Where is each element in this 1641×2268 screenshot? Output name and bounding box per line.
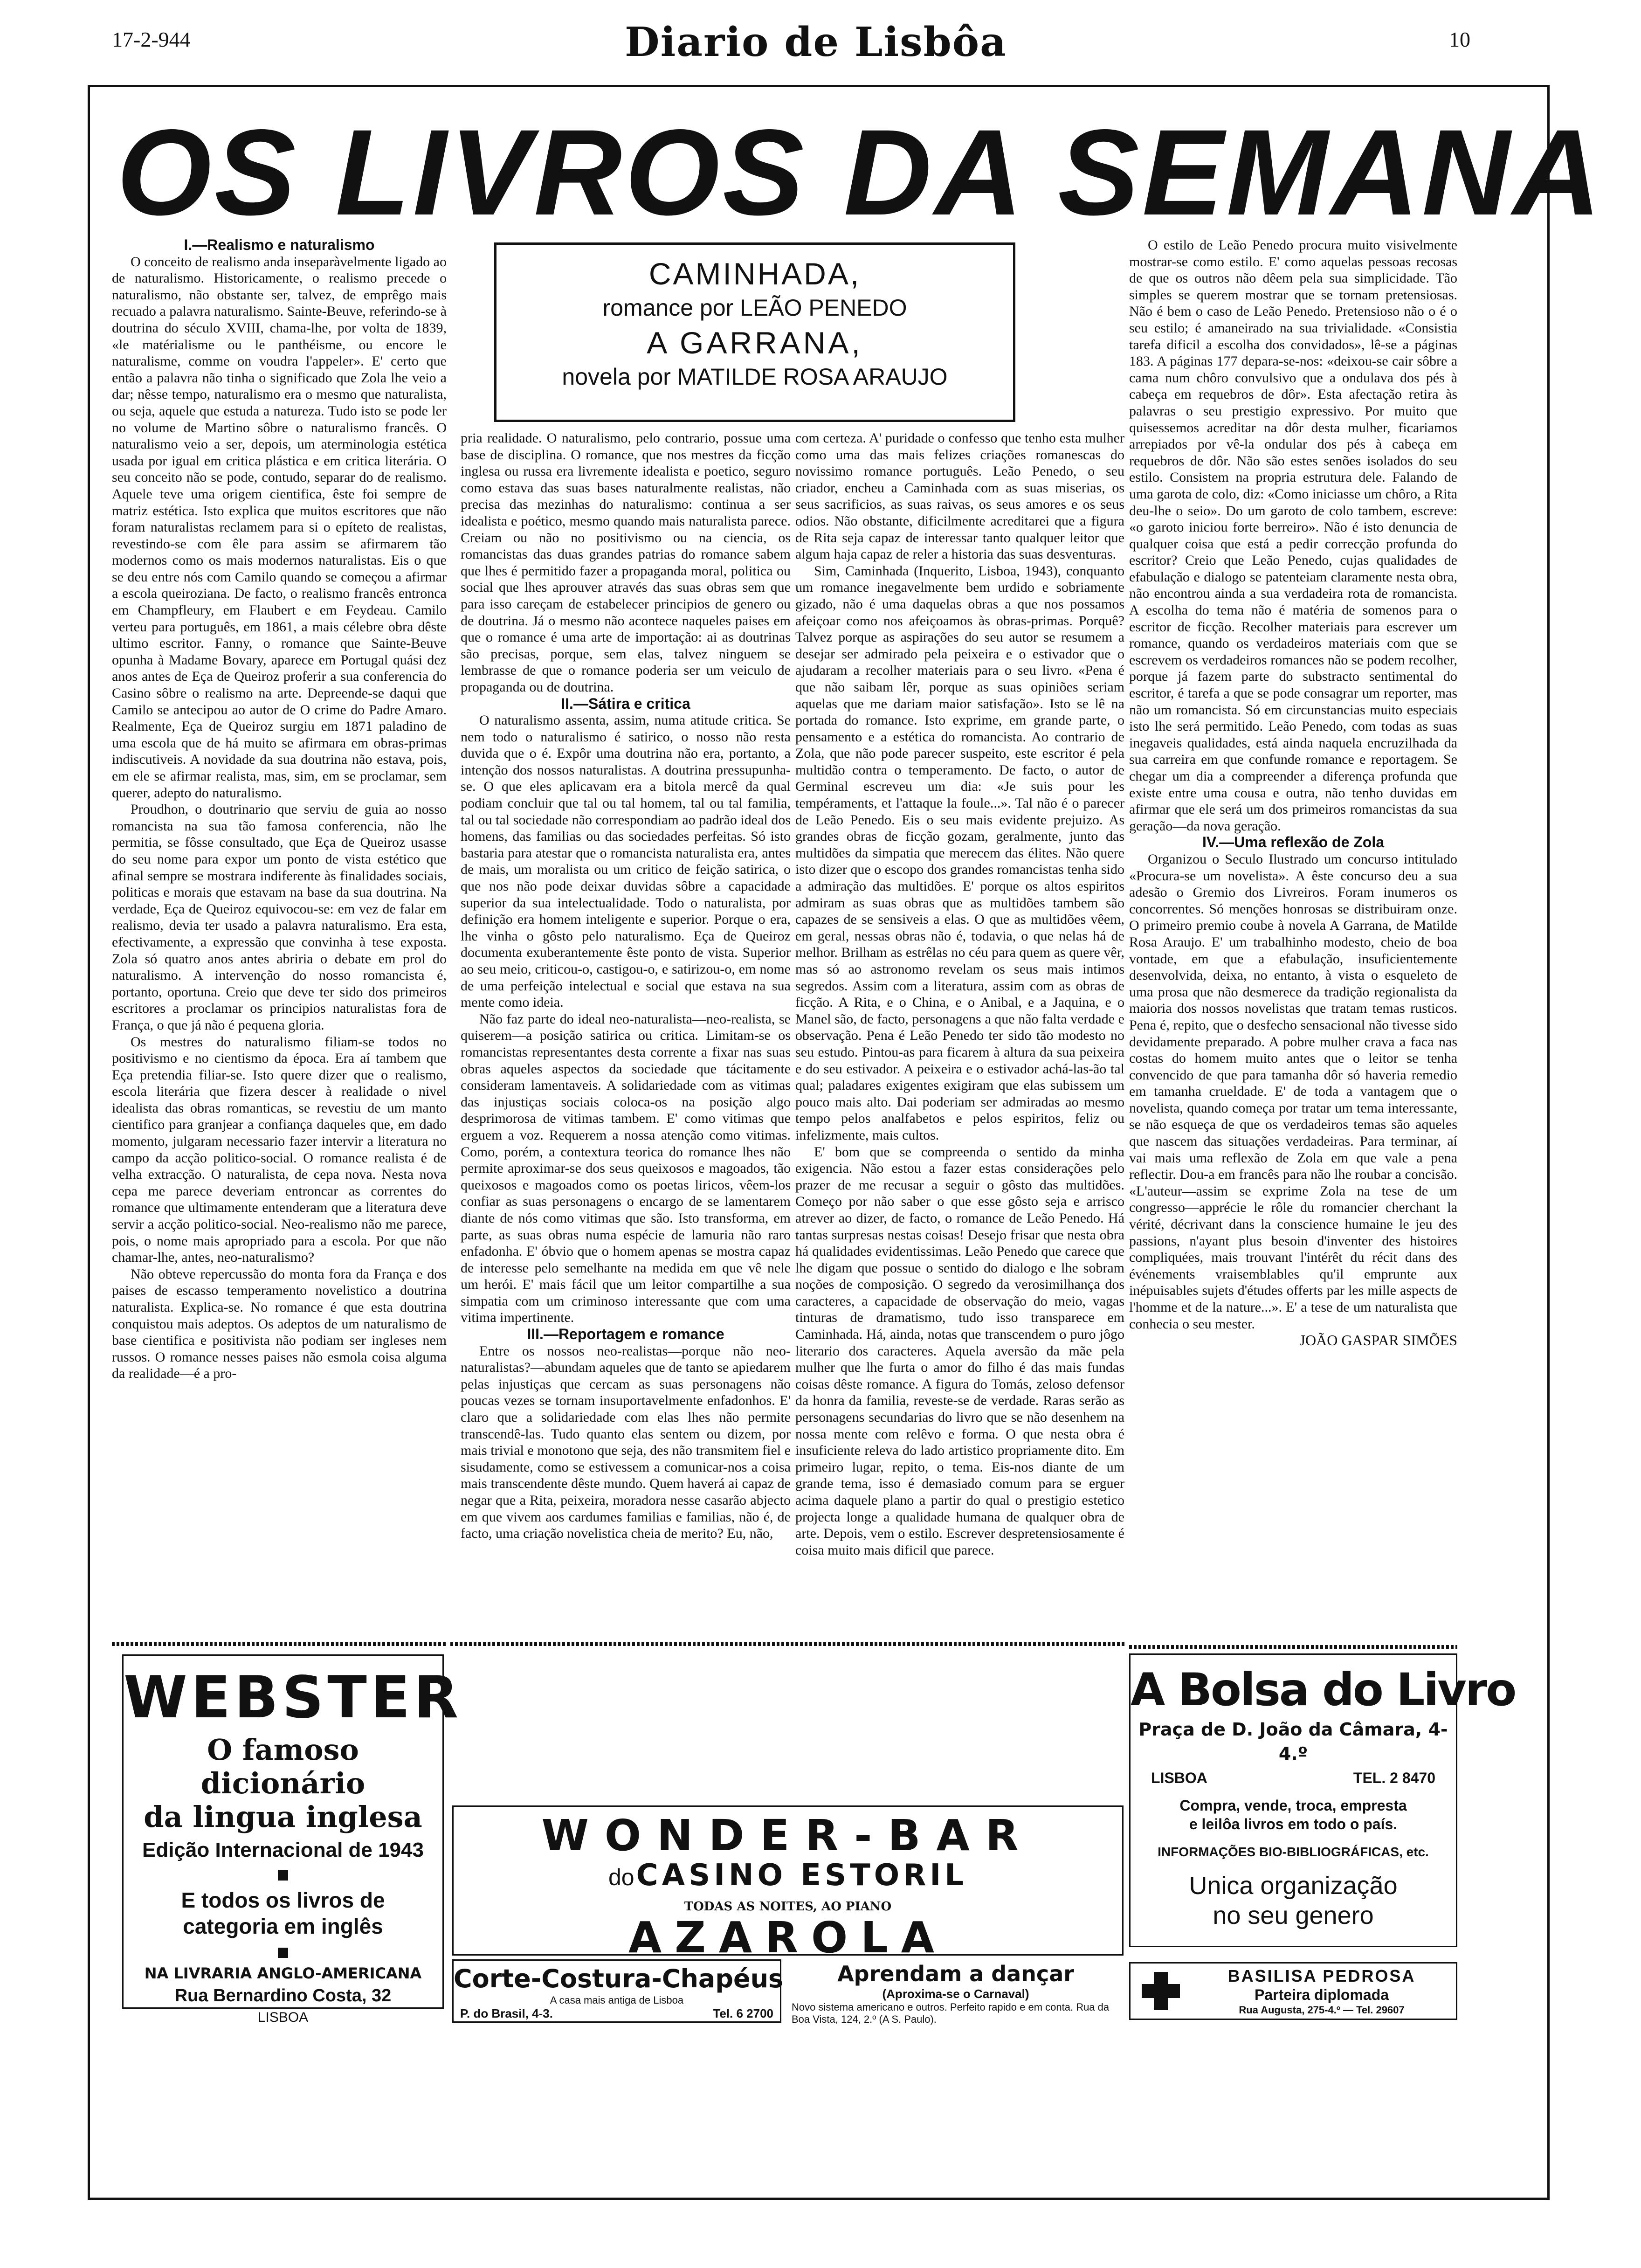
ad-bolsa-city: LISBOA: [1151, 1770, 1207, 1786]
ad-corte-title: Corte-Costura-Chapéus: [454, 1964, 784, 1993]
ad-wonder-nightly: TODAS AS NOITES, AO PIANO: [684, 1900, 892, 1914]
paragraph: Os mestres do naturalismo filiam-se todos no positivismo e no cientismo da época. Era aí tambem que Eça pretendia filiar-se. Isto quere dizer que o realismo, escola literária que fizera descer à realidade o nivel idealista das obras romanticas, se revestiu de um manto cientifico para granjear a confiança daqueles que, em dado momento, julgaram necessario fazer intervir a literatura no campo da acção politico-social. O romance realista é de velha extracção. O naturalista, de cepa nova. Nesta nova cepa me parece deveriam entroncar as correntes do romance que ultimamente entenderam que a literatura deve servir a acção politico-social. Neo-realismo não me parece, pois, o nome mais apropriado para a escola. Por que não chamar-lhe, antes, neo-naturalismo?: [112, 1034, 447, 1265]
paragraph: Organizou o Seculo Ilustrado um concurso intitulado «Procura-se um novelista». A êste concurso deu a sua adesão o Gremio dos Livreiros. Foram inumeros os concorrentes. Só menções honrosas se distribuiram onze. O primeiro premio coube à novela A Garrana, de Matilde Rosa Araujo. E' um trabalhinho modesto, cheio de boa vontade, em que a efabulação, insuficientemente desenvolvida, deixa, no entanto, à vista o esqueleto de uma prosa que não desmerece da tradição regionalista da maioria dos nossos novelistas que tratam temas rusticos. Pena é, repito, que o desfecho sensacional não tivesse sido devidamente preparado. A pobre mulher crava a faca nas costas do homem muito antes que o leitor se tenha convencido de que para tamanha dôr só haveria remedio em tamanha crueldade. E' de toda a vantagem que o novelista, quando começa por tratar um tema interessante, se não esqueça de que os verdadeiros temas são aqueles que nascem das situações verdadeiras. Para terminar, aí vai mais uma reflexão de Zola em que vale a pena reflectir. Dou-a em francês para não lhe roubar a concisão. «L'auteur—assim se exprime Zola na tese de um congresso—apprécie le rôle du romancier cherchant la vérité, décrivant dans la conscience humaine le jeu des passions, n'ayant plus besoin d'inventer des histoires compliquées, mais trouvant l'intérêt du récit dans des événements vraisemblables qu'il emprunte aux inépuisables sujets d'études offerts par les mille aspects de l'homme et de la nature...». E' a tese de um naturalista que conhecia o seu mester.: [1129, 851, 1457, 1332]
ad-webster-line4: E todos os livros de: [181, 1888, 385, 1912]
newspaper-name: Diario de Lisbôa: [625, 19, 1007, 66]
book-author-1: romance por LEÃO PENEDO: [602, 295, 907, 321]
ad-danca: [788, 1961, 1124, 2025]
article-column-4: [1129, 237, 1457, 1626]
ad-bolsa-line7: Unica organização: [1189, 1872, 1398, 1900]
ad-bolsa-do-livro: [1129, 1653, 1516, 1947]
article-column-3: [795, 430, 1124, 1644]
ad-danca-details: Novo sistema americano e outros. Perfeito rapido e em conta. Rua da Boa Vista, 124, 2.º (A S. Paulo).: [792, 2001, 1110, 2025]
divider: [112, 1642, 447, 1646]
ad-bolsa-phone: TEL. 2 8470: [1353, 1770, 1435, 1786]
ad-wonder-casino: CASINO ESTORIL: [636, 1858, 968, 1893]
ad-bolsa-line5: e leilôa livros em todo o país.: [1189, 1816, 1398, 1832]
section-title-2: II.—Sátira e critica: [561, 695, 690, 712]
book-title-2: A GARRANA,: [647, 325, 863, 360]
ad-wonder-bar: [452, 1805, 1124, 1963]
books-box: [494, 242, 1015, 422]
ad-webster-line2: da lingua inglesa: [144, 1800, 422, 1834]
article-column-1: [112, 237, 447, 1622]
article-column-2: [461, 430, 791, 1644]
paragraph: E' bom que se compreenda o sentido da minha exigencia. Não estou a fazer estas considerações pelo prazer de me recusar a seguir o gôsto das multidões. Começo por não saber o que esse gôsto seja e arrisco atrever ao dizer, de facto, o romance de Leão Penedo. Há tantas surpresas nestas coisas! Desejo frisar que nesta obra há qualidades evidentissimas. Leão Penedo que carece que lhe digam que possue o sentido do dialogo e lhe sobram noções de composição. O segredo da verosimilhança dos caracteres, a capacidade de observação do meio, vagas tinturas de dramatismo, tudo isso transparece em Caminhada. Há, ainda, notas que transcendem o puro jôgo literario dos caracteres. Aquela aversão da mãe pela mulher que lhe furta o amor do filho é das mais fundas coisas dêste romance. A figura do Tomás, zeloso defensor da honra da familia, reveste-se de verdade. Raras serão as personagens secundarias do livro que se não desenhem na nossa mente com relêvo e forma. O que nesta obra é insuficiente releva do lado artistico propriamente dito. Em primeiro lugar, repito, o tema. Eis-nos diante de um grande tema, isso é demasiado comum para se erguer acima daquele plano a partir do qual o prestigio estetico projecta longe a qualidade humana de qualquer obra de arte. Depois, vem o estilo. Escrever despretensiosamente é coisa muito mais dificil que parece.: [795, 1144, 1124, 1558]
ad-bolsa-address: Praça de D. João da Câmara, 4-4.º: [1138, 1719, 1448, 1764]
paragraph: Proudhon, o doutrinario que serviu de guia ao nosso romancista na sua tão famosa conferencia, não lhe permitia, se fôsse consultado, que Eça de Queiroz usasse do seu nome para expor um ponto de vista estético que afinal sempre se mostrara indiferente às finalidades sociais, politicas e morais que estavam na base da sua doutrina. Na verdade, Eça de Queiroz equivocou-se: em vez de falar em realismo, devia ter usado a palavra naturalismo. Era esta, efectivamente, a expressão que convinha à tese exposta. Zola só quatro anos antes abriria o debate em prol do naturalismo. A intervenção do nosso romancista é, portanto, oportuna. Creio que deve ter sido dos primeiros escritores a proclamar os principios naturalistas fora de França, o que já não é pequena gloria.: [112, 802, 447, 1033]
section-title-3: III.—Reportagem e romance: [527, 1326, 724, 1343]
ad-corte-phone: Tel. 6 2700: [713, 2006, 773, 2020]
paragraph: Não faz parte do ideal neo-naturalista—neo-realista, se quiserem—a posição satirica ou critica. Limitam-se os romancistas representantes desta corrente a fixar nas suas obras aqueles aspectos da sociedade que tácitamente consideram lamentaveis. A solidariedade com as vitimas das injustiças sociais coloca-os na posição algo desprimorosa de vitimas tambem. E' como vitimas que erguem a voz. Requerem a nossa atenção como vitimas. Como, porém, a contextura teorica do romance lhes não permite aproximar-se dos seus queixosos e magoados, tão queixosos e magoados como os poetas liricos, vêem-los confiar as suas personagens o encargo de se lamentarem diante de nós como vitimas que são. Isto transforma, em parte, as suas obras numa espécie de lamuria não raro enfadonha. E' óbvio que o homem apenas se mostra capaz de interesse pelo semelhante na medida em que vê nele um herói. E' mais fácil que um leitor compartilhe a sua simpatia com um criminoso interessante que com uma vitima impertinente.: [461, 1011, 791, 1326]
ad-bolsa-line8: no seu genero: [1213, 1902, 1374, 1929]
ad-webster-line1: O famoso dicionário: [200, 1733, 365, 1800]
ad-basilisa-address: Rua Augusta, 275-4.º — Tel. 29607: [1239, 2004, 1405, 2016]
section-title-4: IV.—Uma reflexão de Zola: [1202, 834, 1385, 851]
paragraph: Sim, Caminhada (Inquerito, Lisboa, 1943), conquanto um romance inegavelmente bem urdido e sobriamente gizado, não é uma daquelas obras a que nos possamos afeiçoar como nos afeiçoamos às obras-primas. Porquê? Talvez porque as aspirações do seu autor se resumem a desejar ser admirado pela peixeira e o estivador que o ajudaram a recolher materiais para o seu livro. «Pena é que não saibam lêr, porque as suas opiniões seriam aquelas que me dariam maior satisfação». Isto se lê na portada do romance. Isto exprime, em grande parte, o pensamento e a estética do romancista. Ao contrario de Zola, que não pode parecer suspeito, este escritor é pela multidão contra o temperamento. De facto, o autor de Germinal escreveu um dia: «Je suis pour les tempéraments, et l'attaque la foule...». Tal não é o parecer de Leão Penedo. Eis o seu mais evidente prejuizo. As grandes obras de ficção gozam, geralmente, junto das multidões da simpatia que merecem das élites. Não quere isto dizer que o escopo dos grandes romancistas tenha sido a admiração das multidões. E' porque os altos espiritos admiram as suas obras que as multidões tambem são capazes de se sensiveis a elas. O que as multidões vêem, em geral, nessas obras não é, todavia, o que nelas há de melhor. Brilham as estrêlas no céu para quem as quere vêr, mas só ao astronomo revelam os seus mais intimos segredos. Assim com a literatura, assim com as obras de ficção. A Rita, e o China, e o Anibal, e a Jaquina, e o Manel são, de facto, personagens a que não falta verdade e observação. Pena é Leão Penedo ter sido tão modesto no seu estudo. Pintou-as para ficarem à altura da sua peixeira e do seu estivador. A peixeira e o estivador achá-las-ão tal qual; paladares exigentes exigiram que elas subissem um pouco mais alto. Dai poderiam ser admiradas ao mesmo tempo pelos analfabetos e pelos espiritos, feliz ou infelizmente, mais cultos.: [795, 563, 1124, 1143]
ad-danca-title: Aprendam a dançar: [837, 1961, 1074, 1986]
ad-wonder-artist: AZAROLA: [628, 1913, 947, 1963]
paragraph: O estilo de Leão Penedo procura muito visivelmente mostrar-se como estilo. E' como aquelas pessoas recosas de que os outros não dêem pela sua simplicidade. Tão simples se querem mostrar que se tornam pretensiosas. Não é bem o caso de Leão Penedo. Pretensioso não o é o seu estilo; é amaneirado na sua trivialidade. «Consistia tarefa dificil a escolha dos convidados», lê-se a páginas 183. A páginas 177 depara-se-nos: «deixou-se cair sôbre a cama num chôro convulsivo que a ondulava dos pés à cabeça em requebros de dôr». Esta afectação retira às palavras o seu prestigio expressivo. Por muito que quisessemos acreditar na dôr desta mulher, ficariamos arrepiados por vê-la ondular dos pés à cabeça em requebros de dôr. Não são estes senões isolados do seu estilo. Consistem na propria estrutura dele. Falando de uma garota de colo, diz: «Como iniciasse um chôro, a Rita deu-lhe o seio». Do um garoto de colo tambem, escreve: «o garoto iniciou forte berreiro». Não é isto denuncia de qualquer coisa que está a pedir correcção profunda do escritor? Creio que Leão Penedo, cujas qualidades de efabulação e dialogo se patenteiam claramente nesta obra, não encontrou ainda a sua verdadeira rota de romancista. A escolha do tema não é matéria de somenos para o escritor de ficção. Recolher materiais para escrever um romance, quando os verdadeiros materiais com que se escrevem os verdadeiros romances não se podem recolher, porque já fazem parte do substracto sentimental do escritor, é tarefa a que se pode consagrar um reporter, mas não um romancista. Só em circunstancias muito especiais isto lhe será permitido. Leão Penedo, com todas as suas inegaveis qualidades, está ainda naquela encruzilhada da sua carreira em que confunde romance e reportagem. Se chegar um dia a compreender a diferença profunda que existe entre uma cousa e outra, não tenho duvidas em afirmar que ele será um dos primeiros romancistas da sua geração—da nova geração.: [1129, 237, 1457, 834]
bullet-square: [278, 1948, 288, 1958]
page-number: 10: [1449, 28, 1470, 51]
section-title-1: I.—Realismo e naturalismo: [184, 237, 375, 253]
book-author-2: novela por MATILDE ROSA ARAUJO: [562, 364, 948, 390]
paragraph: com certeza. A' puridade o confesso que tenho esta mulher como uma das mais felizes criações romanescas do novissimo romance português. Leão Penedo, o seu criador, encheu a Caminhada com as suas miserias, os seus sacrificios, as suas raivas, os seus amores e os seus odios. Não obstante, dificilmente acreditarei que a figura de Rita seja capaz de interessar tanto qualquer leitor que algum haja capaz de reler a historia das suas desventuras.: [795, 430, 1124, 562]
ad-basilisa: [1129, 1962, 1457, 2020]
paragraph: pria realidade. O naturalismo, pelo contrario, possue uma base de disciplina. O romance, que nos mestres da ficção inglesa ou russa era livremente idealista e poetico, seguro como estava das suas bases naturalmente realistas, não precisa das mezinhas do naturalismo: continua a ser idealista e poético, mesmo quando mais naturalista parece. Creiam ou não no positivismo ou na ciencia, os romancistas das duas grandes patrias do romance sabem que lhes é permitido fazer a propaganda moral, politica ou social que lhes aprouver através das suas obras sem que para isso careçam de estabelecer principios de genero ou de doutrina. Já o mesmo não acontece naqueles paises em que o romance é uma arte de importação: ai as doutrinas são precisas, porque, sem elas, talvez ninguem se lembrasse de que o romance poderia ser um veiculo de propaganda ou de doutrina.: [461, 430, 791, 695]
divider: [1129, 1645, 1457, 1649]
ad-corte-costura: [452, 1959, 784, 2023]
book-title-1: CAMINHADA,: [648, 256, 861, 291]
bullet-square: [278, 1870, 288, 1881]
ad-corte-tagline: A casa mais antiga de Lisboa: [550, 1994, 684, 2006]
ad-webster-line5: categoria em inglês: [183, 1914, 383, 1938]
ad-basilisa-title: Parteira diplomada: [1254, 1986, 1389, 2003]
red-cross-icon: [1140, 1970, 1182, 2012]
ad-bolsa-info: INFORMAÇÕES BIO-BIBLIOGRÁFICAS, etc.: [1158, 1845, 1429, 1859]
paragraph: Entre os nossos neo-realistas—porque não neo-naturalistas?—abundam aqueles que de tanto se apiedarem pelas injustiças que cercam as suas personagens não poucas vezes se tornam insuportavelmente enfadonhos. E' claro que a solidariedade com elas lhes não permite transcendê-las. Tudo quanto elas sentem ou dizem, por mais trivial e monotono que seja, des não transmitem fiel e sisudamente, como se estivessem a comunicar-nos a coisa mais transcendente dêste mundo. Quem haverá ai capaz de negar que a Rita, peixeira, moradora nesse casarão abjecto em que vivem aos cardumes familias e familias, não é, de facto, uma criação novelistica cheia de merito? Eu, não,: [461, 1343, 791, 1542]
ad-wonder-title: WONDER-BAR: [541, 1811, 1034, 1860]
paragraph: O conceito de realismo anda inseparàvelmente ligado ao de naturalismo. Historicamente, o realismo precede o naturalismo, não obstante ser, talvez, de emprêgo mais recuado a palavra naturalismo. Sainte-Beuve, referindo-se à doutrina do século XVIII, chama-lhe, por volta de 1839, «le matérialisme ou le panthéisme, ou encore le naturalisme, comme on voudra l'appeler». E' certo que então a palavra não tinha o significado que Zola lhe veio a dar; nêsse tempo, naturalismo era o mesmo que naturalista, ou seja, aquele que estuda a natureza. Tudo isto se pode ler no volume de Martino sôbre o naturalismo francês. O naturalismo veio a ser, depois, um aterminologia estética usada por igual em critica plástica e em critica literária. O seu conceito não se pode, contudo, separar do de realismo. Aquele teve uma origem cientifica, êste foi sempre de matriz estética. Isto explica que muitos escritores que não foram naturalistas reclamem para si o epíteto de realistas, revestindo-se com êle para assim se afirmarem tão modernos como os mais modernos naturalistas. Eis o que se deu entre nós com Camilo quando se começou a afirmar a escola queiroziana. De facto, o realismo francês entronca em Champfleury, em Flaubert e em Feydeau. Camilo verteu para português, em 1861, a mais célebre obra dêste ultimo escritor. Fanny, o romance que Sainte-Beuve opunha à Madame Bovary, aparece em Portugal quási dez anos antes de Eça de Queiroz proferir a sua conferencia do Casino sôbre o realismo na arte. Depreende-se daqui que Camilo se antecipou ao autor de O crime do Padre Amaro. Realmente, Eça de Queiroz surgiu em 1871 paladino de uma escola que de há muito se afirmara em obras-primas indiscutiveis. A novidade da sua doutrina não estava, pois, em ele se afirmar realista, mas, sim, em se proclamar, sem querer, adepto do naturalismo.: [112, 254, 447, 801]
ad-basilisa-name: BASILISA PEDROSA: [1227, 1966, 1416, 1985]
ad-wonder-do: do: [608, 1864, 634, 1890]
ad-bolsa-title: A Bolsa do Livro: [1131, 1664, 1516, 1716]
paragraph: O naturalismo assenta, assim, numa atitude critica. Se nem todo o naturalismo é satirico, o nosso não resta duvida que o é. Expôr uma doutrina não era, portanto, a intenção dos nossos naturalistas. A doutrina pressupunha-se. O que eles aplicavam era a bitola mercê da qual podiam concluir que tal ou tal homem, tal ou tal familia, tal ou tal sociedade não correspondiam ao padrão ideal dos homens, das familias ou das sociedades perfeitas. Só isto bastaria para atestar que o romancista naturalista era, antes de mais, um moralista ou um critico de feição satirica, o que nos não pode deixar duvidas sôbre a capacidade superior da sua intelectualidade. Todo o naturalista, por definição era homem inteligente e superior. Porque o era, lhe vinha o gôsto pelo naturalismo. Eça de Queiroz documenta exuberantemente êste ponto de vista. Superior ao seu meio, criticou-o, castigou-o, e satirizou-o, em nome de uma perfeição intelectual e social que estava na sua mente como ideia.: [461, 712, 791, 1010]
page-title: OS LIVROS DA SEMANA: [117, 104, 1604, 241]
ad-corte-address: P. do Brasil, 4-3.: [460, 2006, 553, 2020]
ad-webster: [122, 1654, 462, 2025]
ad-webster-edition: Edição Internacional de 1943: [142, 1839, 424, 1861]
author-signature: JOÃO GASPAR SIMÕES: [1299, 1332, 1457, 1349]
ad-webster-address: Rua Bernardino Costa, 32: [174, 1986, 392, 2005]
divider: [450, 1642, 1126, 1646]
ad-bolsa-line4: Compra, vende, troca, empresta: [1179, 1797, 1407, 1814]
ad-webster-city: LISBOA: [257, 2010, 309, 2025]
ad-webster-name: WEBSTER: [124, 1664, 462, 1731]
ad-webster-shop: NA LIVRARIA ANGLO-AMERICANA: [144, 1964, 422, 1982]
ad-danca-subtitle: (Aproxima-se o Carnaval): [882, 1987, 1029, 2001]
paragraph: Não obteve repercussão do monta fora da França e dos paises de escasso temperamento novelistico a doutrina naturalista. Explica-se. No romance é que esta doutrina conquistou mais adeptos. Os adeptos de um naturalismo de base cientifica e positivista não podiam ser ingleses nem russos. O romance nesses paises não esmola coisa alguma da realidade—é a pro-: [112, 1266, 447, 1382]
header-date: 17-2-944: [112, 28, 191, 51]
